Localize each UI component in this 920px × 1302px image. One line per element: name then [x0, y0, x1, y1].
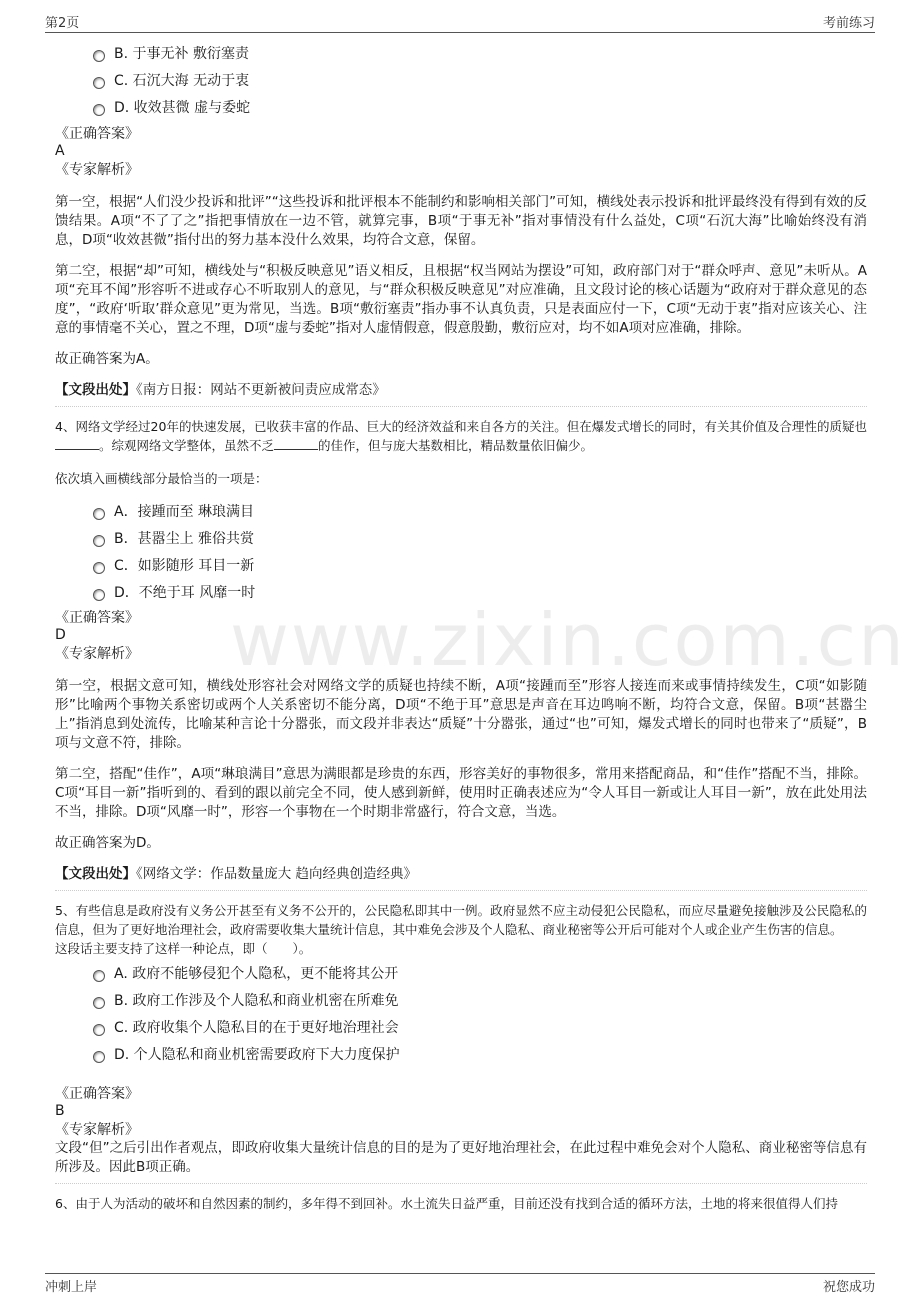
question-stem: 5、有些信息是政府没有义务公开甚至有义务不公开的，公民隐私即其中一例。政府显然不应主动侵犯公民隐私，而应尽量避免接触涉及公民隐私的信息，但为了更好地治理社会，政府需要收集大量统计信息，其中难免会涉及个人隐私、商业秘密等公开后可能对个人或企业产生伤害的信息。 — [55, 903, 867, 937]
q4-option-b[interactable]: B．甚嚣尘上 雅俗共赏 — [93, 525, 867, 552]
q3-options — [55, 40, 867, 121]
answer-value: B — [55, 1103, 65, 1119]
radio-icon[interactable] — [93, 1024, 105, 1036]
question-stem: 6、由于人为活动的破坏和自然因素的制约，多年得不到回补。水土流失日益严重，目前还没有找到合适的循环方法，土地的将来很值得人们持 — [55, 1196, 838, 1211]
radio-icon[interactable] — [93, 1051, 105, 1063]
page-header — [45, 10, 875, 33]
divider — [55, 890, 867, 891]
analysis-paragraph: 文段“但”之后引出作者观点，即政府收集大量统计信息的目的是为了更好地治理社会，在此过程中难免会对个人隐私、商业秘密等信息有所涉及。因此B项正确。 — [55, 1140, 867, 1175]
q4-options — [55, 498, 867, 606]
q3-option-c[interactable]: C. 石沉大海 无动于衷 — [93, 67, 867, 94]
analysis-paragraph: 第一空，根据文意可知，横线处形容社会对网络文学的质疑也持续不断，A项“接踵而至”形容人接连而来或事情持续发生，C项“如影随形”比喻两个事物关系密切或两个人关系密切不能分离，D项“不绝于耳”意思是声音在耳边鸣响不断，均符合文意，保留。B项“甚嚣尘上”指消息到处流传，比喻某种言论十分嚣张，而文段并非表达“质疑”十分嚣张，通过“也”可知，爆发式增长的同时也带来了“质疑”，B项与文意不符，排除。 — [55, 678, 867, 751]
blank-line — [55, 437, 99, 450]
footer-left: 冲刺上岸 — [45, 1279, 98, 1295]
source-tag: 【文段出处】 — [55, 866, 136, 882]
analysis-label: 《专家解析》 — [55, 1122, 139, 1138]
radio-icon[interactable] — [93, 997, 105, 1009]
answer-value: A — [55, 143, 65, 159]
watermark: www.zixin.com.cn — [230, 598, 906, 682]
analysis-label: 《专家解析》 — [55, 646, 139, 662]
page-content — [55, 40, 867, 1213]
conclusion: 故正确答案为A。 — [55, 351, 159, 367]
q5-options — [55, 960, 867, 1068]
divider — [55, 406, 867, 407]
header-title: 考前练习 — [822, 15, 875, 31]
conclusion: 故正确答案为D。 — [55, 835, 160, 851]
q3-option-d[interactable]: D. 收效甚微 虚与委蛇 — [93, 94, 867, 121]
q5-option-b[interactable]: B. 政府工作涉及个人隐私和商业机密在所难免 — [93, 987, 867, 1014]
radio-icon[interactable] — [93, 970, 105, 982]
analysis-label: 《专家解析》 — [55, 162, 139, 178]
answer-value: D — [55, 627, 66, 643]
q4-option-a[interactable]: A．接踵而至 琳琅满目 — [93, 498, 867, 525]
radio-icon[interactable] — [93, 50, 105, 62]
q4-option-d[interactable]: D．不绝于耳 风靡一时 — [93, 579, 867, 606]
analysis-paragraph: 第二空，搭配“佳作”，A项“琳琅满目”意思为满眼都是珍贵的东西，形容美好的事物很多，常用来搭配商品，和“佳作”搭配不当，排除。C项“耳目一新”指听到的、看到的跟以前完全不同，使人感到新鲜，使用时正确表述应为“令人耳目一新或让人耳目一新”，放在此处用法不当，排除。D项“风靡一时”，形容一个事物在一个时期非常盛行，符合文意，当选。 — [55, 766, 867, 820]
analysis-paragraph: 第二空，根据“却”可知，横线处与“积极反映意见”语义相反，且根据“权当网站为摆设”可知，政府部门对于“群众呼声、意见”未听从。A项“充耳不闻”形容听不进或存心不听取别人的意见，与“群众积极反映意见”对应准确，且文段讨论的核心话题为“政府对于群众意见的态度”，“政府‘听取’群众意见”更为常见，当选。B项“敷衍塞责”指办事不认真负责，只是表面应付一下，C项“无动于衷”指对应该关心、注意的事情毫不关心，置之不理，D项“虚与委蛇”指对人虚情假意，假意殷勤，敷衍应对，均不如A项对应准确，排除。 — [55, 263, 867, 336]
radio-icon[interactable] — [93, 562, 105, 574]
footer-right: 祝您成功 — [822, 1279, 875, 1295]
question-stem: 4、网络文学经过20年的快速发展，已收获丰富的作品、巨大的经济效益和来自各方的关注。但在爆发式增长的同时，有关其价值及合理性的质疑也。综观网络文学整体，虽然不乏 的佳作，但与庞大基数相比，精品数量依旧偏少。 — [55, 419, 867, 453]
page-footer — [45, 1273, 875, 1296]
source-title: 《网络文学：作品数量庞大 趋向经典创造经典》 — [136, 866, 418, 882]
source-line — [55, 381, 867, 400]
analysis-paragraph: 第一空，根据“人们没少投诉和批评”“这些投诉和批评根本不能制约和影响相关部门”可知，横线处表示投诉和批评最终没有得到有效的反馈结果。A项“不了了之”指把事情放在一边不管，就算完事，B项“于事无补”指对事情没有什么益处，C项“石沉大海”比喻始终没有消息，D项“收效甚微”指付出的努力基本没什么效果，均符合文意，保留。 — [55, 194, 867, 248]
blank-line — [274, 437, 318, 450]
answer-label: 《正确答案》 — [55, 1086, 139, 1102]
radio-icon[interactable] — [93, 508, 105, 520]
question-prompt: 依次填入画横线部分最恰当的一项是： — [55, 471, 268, 486]
q5-option-a[interactable]: A. 政府不能够侵犯个人隐私，更不能将其公开 — [93, 960, 867, 987]
answer-label: 《正确答案》 — [55, 610, 139, 626]
radio-icon[interactable] — [93, 535, 105, 547]
source-tag: 【文段出处】 — [55, 382, 136, 398]
q5-option-c[interactable]: C. 政府收集个人隐私目的在于更好地治理社会 — [93, 1014, 867, 1041]
source-title: 《南方日报：网站不更新被问责应成常态》 — [136, 382, 386, 398]
radio-icon[interactable] — [93, 77, 105, 89]
question-prompt: 这段话主要支持了这样一种论点，即（ ）。 — [55, 941, 312, 956]
radio-icon[interactable] — [93, 104, 105, 116]
radio-icon[interactable] — [93, 589, 105, 601]
q3-option-b[interactable]: B. 于事无补 敷衍塞责 — [93, 40, 867, 67]
q5-option-d[interactable]: D. 个人隐私和商业机密需要政府下大力度保护 — [93, 1041, 867, 1068]
divider — [55, 1183, 867, 1184]
answer-label: 《正确答案》 — [55, 126, 139, 142]
page-number: 第2页 — [45, 15, 80, 31]
source-line — [55, 865, 867, 884]
q4-option-c[interactable]: C．如影随形 耳目一新 — [93, 552, 867, 579]
